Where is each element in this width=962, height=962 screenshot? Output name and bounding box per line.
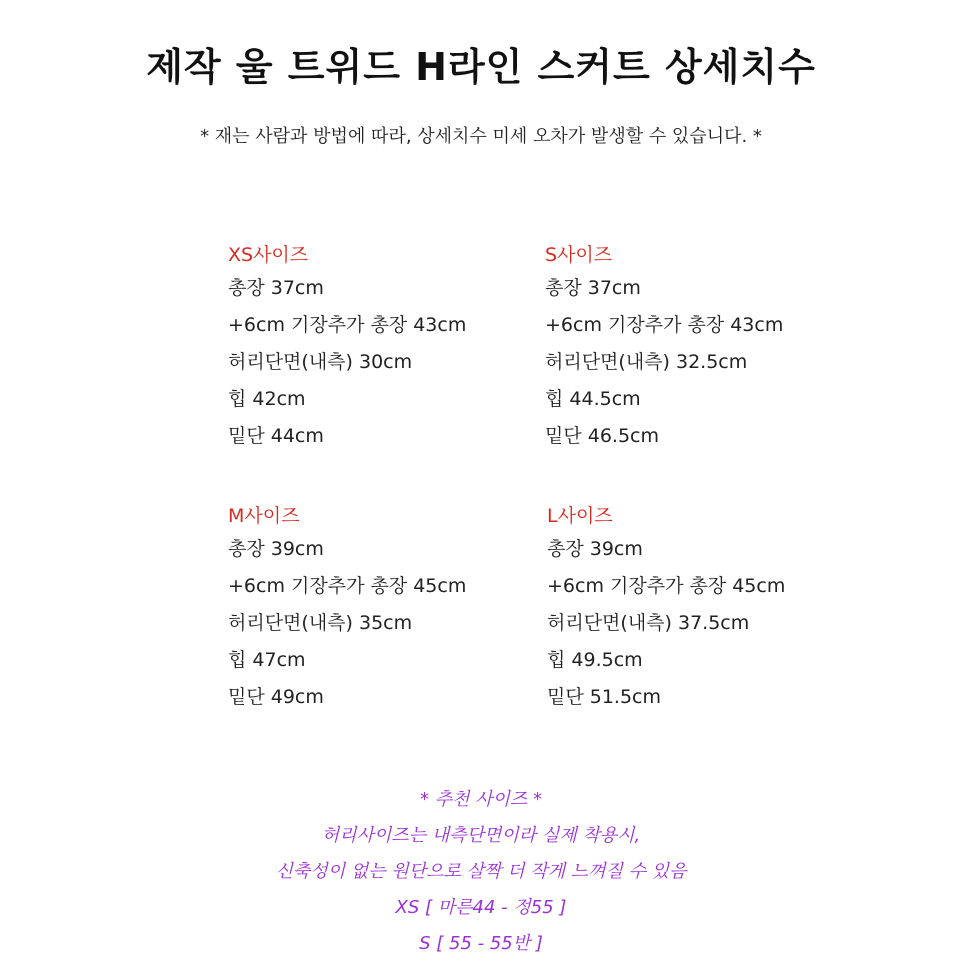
- size-block-s: [545, 240, 845, 455]
- size-line-waist: 허리단면(내측) 35cm: [228, 612, 413, 634]
- recommend-size-xs: XS [ 마른44 - 정55 ]: [395, 897, 567, 918]
- recommend-heading: * 추천 사이즈 *: [419, 789, 543, 810]
- recommend-note-line: 신축성이 없는 원단으로 살짝 더 작게 느껴질 수 있음: [275, 861, 687, 882]
- size-line-hip: 힙 44.5cm: [545, 388, 641, 410]
- size-line-hem: 밑단 46.5cm: [545, 425, 660, 447]
- size-line-hip: 힙 42cm: [228, 388, 306, 410]
- size-heading-s: S사이즈: [545, 244, 613, 266]
- size-line-total-length: 총장 37cm: [228, 277, 324, 299]
- size-heading-m: M사이즈: [228, 505, 300, 527]
- size-line-hip: 힙 49.5cm: [547, 649, 643, 671]
- size-line-hem: 밑단 51.5cm: [547, 686, 662, 708]
- size-line-hip: 힙 47cm: [228, 649, 306, 671]
- size-line-waist: 허리단면(내측) 37.5cm: [547, 612, 750, 634]
- size-line-hem: 밑단 44cm: [228, 425, 324, 447]
- size-line-extended-length: +6cm 기장추가 총장 43cm: [228, 314, 467, 336]
- page-title: 제작 울 트위드 H라인 스커트 상세치수: [146, 45, 816, 89]
- size-line-extended-length: +6cm 기장추가 총장 45cm: [547, 575, 786, 597]
- size-line-hem: 밑단 49cm: [228, 686, 324, 708]
- size-line-extended-length: +6cm 기장추가 총장 45cm: [228, 575, 467, 597]
- size-heading-xs: XS사이즈: [228, 244, 309, 266]
- size-block-xs: [228, 240, 528, 455]
- size-line-total-length: 총장 37cm: [545, 277, 641, 299]
- measurement-note: * 재는 사람과 방법에 따라, 상세치수 미세 오차가 발생할 수 있습니다. *: [200, 126, 762, 147]
- size-heading-l: L사이즈: [547, 505, 613, 527]
- size-line-waist: 허리단면(내측) 32.5cm: [545, 351, 748, 373]
- size-line-total-length: 총장 39cm: [547, 538, 643, 560]
- recommended-size-section: [0, 782, 962, 962]
- recommend-size-s: S [ 55 - 55반 ]: [419, 933, 543, 954]
- size-line-extended-length: +6cm 기장추가 총장 43cm: [545, 314, 784, 336]
- size-line-waist: 허리단면(내측) 30cm: [228, 351, 413, 373]
- recommend-note-line: 허리사이즈는 내측단면이라 실제 착용시,: [321, 825, 641, 846]
- size-block-l: [547, 501, 847, 716]
- size-block-m: [228, 501, 528, 716]
- size-line-total-length: 총장 39cm: [228, 538, 324, 560]
